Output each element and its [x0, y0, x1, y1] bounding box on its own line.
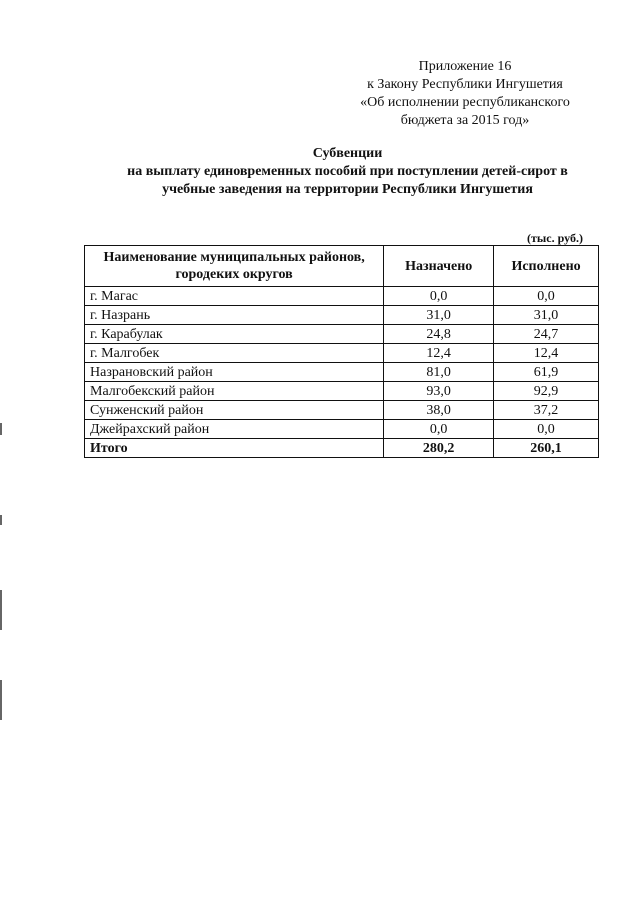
row-executed-value: 0,0 [537, 421, 555, 437]
row-assigned-value: 0,0 [429, 288, 448, 304]
table-row [85, 363, 599, 382]
row-assigned [384, 420, 494, 439]
table-row [85, 401, 599, 420]
table-row [85, 306, 599, 325]
appendix-law-title-line1: «Об исполнении республиканского [360, 95, 570, 110]
total-executed [494, 439, 599, 458]
subventions-table [84, 245, 599, 458]
row-name: г. Назрань [85, 306, 384, 325]
document-title [80, 145, 615, 199]
total-executed-value: 260,1 [530, 440, 562, 456]
row-executed [494, 420, 599, 439]
row-name: Джейрахский район [85, 420, 384, 439]
total-assigned [384, 439, 494, 458]
table-row [85, 287, 599, 306]
row-executed-value: 12,4 [533, 345, 559, 361]
scan-margin-mark [0, 423, 2, 435]
row-assigned [384, 287, 494, 306]
document-title-line3: учебные заведения на территории Республики Ингушетия [162, 182, 533, 197]
scan-margin-mark [0, 680, 2, 720]
table-row [85, 382, 599, 401]
row-executed [494, 287, 599, 306]
row-name: Назрановский район [85, 363, 384, 382]
row-name: г. Карабулак [85, 325, 384, 344]
total-label: Итого [85, 439, 384, 458]
units-label: (тыс. руб.) [527, 231, 583, 245]
document-title-line1: Субвенции [312, 146, 383, 161]
row-executed-value: 92,9 [533, 383, 559, 399]
row-assigned-value: 38,0 [426, 402, 451, 418]
row-assigned-value: 81,0 [426, 364, 451, 380]
total-assigned-value: 280,2 [422, 440, 455, 456]
row-executed [494, 306, 599, 325]
appendix-law-reference: к Закону Республики Ингушетия [367, 77, 563, 92]
total-row [85, 439, 599, 458]
table-row [85, 420, 599, 439]
row-executed-value: 24,7 [533, 326, 559, 342]
row-executed [494, 325, 599, 344]
row-name: г. Магас [85, 287, 384, 306]
table-header-row [85, 246, 599, 287]
scan-margin-mark [0, 590, 2, 630]
row-name: г. Малгобек [85, 344, 384, 363]
row-assigned [384, 344, 494, 363]
row-name: Малгобекский район [85, 382, 384, 401]
row-assigned-value: 93,0 [426, 383, 451, 399]
appendix-number: Приложение 16 [418, 59, 512, 74]
row-name: Сунженский район [85, 401, 384, 420]
row-executed-value: 61,9 [533, 364, 559, 380]
scan-margin-mark [0, 515, 2, 525]
header-assigned: Назначено [384, 246, 494, 287]
row-assigned-value: 24,8 [426, 326, 451, 342]
row-assigned-value: 12,4 [426, 345, 451, 361]
row-assigned [384, 363, 494, 382]
header-name: Наименование муниципальных районов, городеких округов [85, 246, 384, 287]
row-assigned-value: 31,0 [426, 307, 451, 323]
header-executed: Исполнено [494, 246, 599, 287]
row-assigned [384, 401, 494, 420]
table-row [85, 344, 599, 363]
row-executed [494, 401, 599, 420]
row-assigned [384, 306, 494, 325]
table-row [85, 325, 599, 344]
row-executed [494, 382, 599, 401]
row-executed-value: 0,0 [537, 288, 555, 304]
document-title-line2: на выплату единовременных пособий при поступлении детей-сирот в [127, 164, 568, 179]
row-executed-value: 37,2 [533, 402, 559, 418]
row-assigned [384, 325, 494, 344]
row-executed-value: 31,0 [533, 307, 559, 323]
row-executed [494, 344, 599, 363]
appendix-header [330, 58, 600, 130]
row-assigned-value: 0,0 [429, 421, 448, 437]
row-executed [494, 363, 599, 382]
row-assigned [384, 382, 494, 401]
appendix-law-title-line2: бюджета за 2015 год» [400, 113, 530, 128]
